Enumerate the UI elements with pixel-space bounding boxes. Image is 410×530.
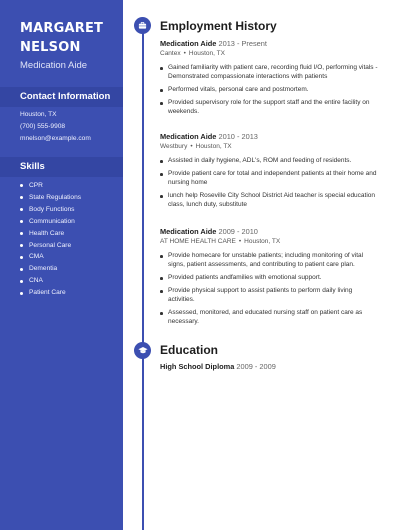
briefcase-icon	[134, 17, 151, 34]
job-bullet: lunch help Roseville City School District Aid teacher is special education class, lunch duty, substitute	[160, 192, 378, 210]
skill-item: Communication	[20, 216, 81, 228]
job-bullet: Assessed, monitored, and educated nursing staff on patient care as necessary.	[160, 309, 378, 327]
education-degree: High School Diploma	[160, 362, 235, 371]
first-name: MARGARET	[20, 21, 104, 36]
job-dates: 2013 - Present	[218, 39, 267, 48]
job-location: Houston, TX	[244, 238, 281, 245]
job-bullet: Provide physical support to assist patients to perform daily living activities.	[160, 287, 378, 305]
job-location: Houston, TX	[188, 50, 225, 57]
job-employer: AT HOME HEALTH CARE	[160, 238, 236, 245]
job-bullets	[160, 157, 378, 210]
job-bullet: Provide patient care for total and independent patients at their home and nursing home	[160, 170, 378, 188]
job-bullet: Provided patients andfamilies with emotional support.	[160, 274, 378, 283]
job-title-line	[160, 132, 378, 141]
candidate-job-title: Medication Aide	[20, 60, 88, 71]
skill-item: Personal Care	[20, 240, 81, 252]
contact-location: Houston, TX	[20, 111, 57, 118]
job-role: Medication Aide	[160, 227, 217, 236]
job-bullet: Gained familiarity with patient care, recording fluid I/O, performing vitals - Demonstrated compassionate interactions with patients	[160, 64, 378, 82]
job-dates: 2010 - 2013	[218, 132, 258, 141]
skills-heading-band	[0, 157, 123, 177]
skill-item: State Regulations	[20, 192, 81, 204]
job-entry	[160, 39, 378, 121]
job-bullets	[160, 64, 378, 117]
candidate-name	[20, 19, 120, 57]
job-bullets	[160, 252, 378, 327]
job-title-line	[160, 39, 378, 48]
job-entry	[160, 227, 378, 331]
contact-email[interactable]: mnelson@example.com	[20, 135, 91, 142]
contact-phone: (700) 555-9908	[20, 123, 66, 130]
job-bullet: Assisted in daily hygiene, ADL's, ROM and feeding of residents.	[160, 157, 378, 166]
skill-item: Health Care	[20, 228, 81, 240]
contact-heading: Contact Information	[20, 91, 111, 102]
graduation-cap-icon	[134, 342, 151, 359]
job-employer: Cantex	[160, 50, 181, 57]
job-employer-line: AT HOME HEALTH CARE • Houston, TX	[160, 238, 281, 245]
job-employer-line: Cantex • Houston, TX	[160, 50, 225, 57]
last-name: NELSON	[20, 40, 81, 55]
skill-item: Dementia	[20, 263, 81, 275]
job-entry	[160, 132, 378, 214]
skill-item: CNA	[20, 275, 81, 287]
job-bullet: Performed vitals, personal care and postmortem.	[160, 86, 378, 95]
job-employer-line: Westbury • Houston, TX	[160, 143, 232, 150]
sidebar	[0, 0, 123, 530]
employment-heading: Employment History	[160, 19, 277, 33]
skill-item: Patient Care	[20, 287, 81, 299]
education-heading: Education	[160, 343, 219, 357]
job-bullet: Provide homecare for unstable patients; including monitoring of vital signs, patient assessments, and contributing to patient care plan.	[160, 252, 378, 270]
skill-item: CMA	[20, 251, 81, 263]
skill-item: Body Functions	[20, 204, 81, 216]
skills-list	[20, 180, 81, 299]
job-bullet: Provided supervisory role for the support staff and the entire facility on weekends.	[160, 99, 378, 117]
timeline-line	[142, 26, 144, 530]
job-location: Houston, TX	[195, 143, 232, 150]
job-role: Medication Aide	[160, 39, 217, 48]
job-title-line	[160, 227, 378, 236]
education-entry	[160, 362, 276, 371]
job-dates: 2009 - 2010	[218, 227, 258, 236]
job-employer: Westbury	[160, 143, 188, 150]
skill-item: CPR	[20, 180, 81, 192]
skills-heading: Skills	[20, 161, 45, 172]
education-dates: 2009 - 2009	[236, 362, 276, 371]
job-role: Medication Aide	[160, 132, 217, 141]
